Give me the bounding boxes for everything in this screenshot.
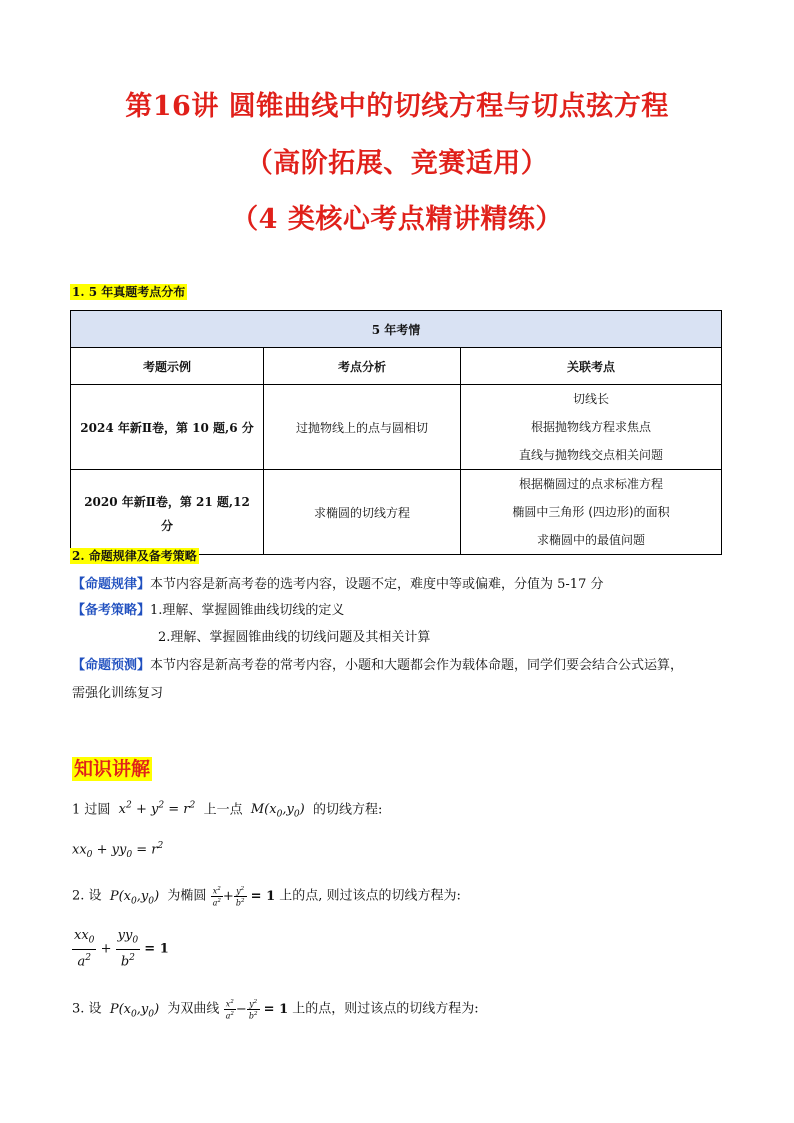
table-header-related: 关联考点 (461, 348, 722, 385)
page-subtitle-2: （4 类核心考点精讲精练） (231, 204, 563, 235)
table-row (71, 470, 722, 555)
page-subtitle: （高阶拓展、竞赛适用） (245, 148, 549, 179)
page-title: 第16讲 圆锥曲线中的切线方程与切点弦方程 (125, 91, 669, 122)
table-header-example: 考题示例 (71, 348, 264, 385)
item-text: 上的点, 则过该点的切线方程为: (279, 888, 461, 904)
strategy-item-1: 1.理解、掌握圆锥曲线切线的定义 (150, 603, 345, 618)
knowledge-item-2 (72, 885, 461, 912)
ellipse-tangent-formula: $\frac{xx_0}{a^2}$ + $\frac{yy_0}{b^2}$ = 1 (74, 928, 169, 969)
related-item: 根据椭圆过的点求标准方程 (518, 477, 663, 491)
example-line: 2020 年新Ⅱ卷，第 21 题,12 (84, 495, 250, 509)
knowledge-item-1 (72, 795, 382, 826)
related-item: 切线长 (572, 392, 609, 406)
exam-table (70, 310, 722, 555)
table-header-analysis: 考点分析 (264, 348, 461, 385)
ellipse-equation: $\frac{x^2}{a^2}$ + $\frac{y^2}{b^2}$ = 1 (212, 886, 276, 908)
item-text: 为双曲线 (167, 1001, 220, 1017)
section-heading-strategy: 2. 命题规律及备考策略 (72, 549, 197, 563)
rule-tag: 【命题规律】 (72, 577, 151, 592)
point-m: $M(x_0,y_0)$ (246, 802, 309, 820)
item-text: 1 过圆 (72, 802, 111, 818)
section-heading-exam-distribution: 1. 5 年真题考点分布 (72, 285, 186, 299)
item-text: 3. 设 (72, 1001, 102, 1017)
table-cell-related (461, 470, 722, 555)
knowledge-heading: 知识讲解 (74, 758, 151, 780)
predict-text: 本节内容是新高考卷的常考内容，小题和大题都会作为载体命题，同学们要会结合公式运算， (150, 658, 684, 673)
strategy-paragraph (72, 600, 732, 622)
item-text: 上的点，则过该点的切线方程为: (292, 1001, 479, 1017)
table-caption: 5 年考情 (71, 311, 722, 348)
item-text: 为椭圆 (167, 888, 207, 904)
related-item: 根据抛物线方程求焦点 (530, 420, 651, 434)
strategy-tag: 【备考策略】 (72, 603, 151, 618)
related-item: 椭圆中三角形 (四边形)的面积 (512, 505, 670, 519)
predict-paragraph (72, 655, 732, 677)
table-cell-example (71, 470, 264, 555)
example-line: 分 (160, 519, 173, 533)
rule-paragraph (72, 574, 732, 596)
hyperbola-equation: $\frac{x^2}{a^2}$ − $\frac{y^2}{b^2}$ = 1 (225, 999, 289, 1021)
point-p: $P(x_0,y_0)$ (105, 888, 164, 907)
item-text: 的切线方程: (313, 802, 383, 818)
circle-tangent-formula: $xx_0 + yy_0 = r^2$ (72, 841, 164, 860)
predict-text-continued: 需强化训练复习 (72, 686, 164, 701)
strategy-item-2: 2.理解、掌握圆锥曲线的切线问题及其相关计算 (158, 630, 431, 645)
item-text: 上一点 (203, 802, 243, 818)
table-cell-analysis: 求椭圆的切线方程 (264, 470, 461, 555)
knowledge-item-3 (72, 998, 479, 1025)
item-text: 2. 设 (72, 888, 102, 904)
table-cell-analysis: 过抛物线上的点与圆相切 (264, 385, 461, 470)
related-item: 求椭圆中的最值问题 (536, 533, 645, 547)
table-cell-related (461, 385, 722, 470)
predict-tag: 【命题预测】 (72, 658, 151, 673)
table-cell-example: 2024 年新Ⅱ卷，第 10 题,6 分 (71, 385, 264, 470)
circle-equation: $x^2 + y^2 = r^2$ (114, 801, 196, 818)
point-p: $P(x_0,y_0)$ (105, 1001, 164, 1020)
table-row (71, 385, 722, 470)
related-item: 直线与抛物线交点相关问题 (518, 448, 663, 462)
rule-text: 本节内容是新高考卷的选考内容，设题不定，难度中等或偏难，分值为 5-17 分 (150, 577, 604, 592)
